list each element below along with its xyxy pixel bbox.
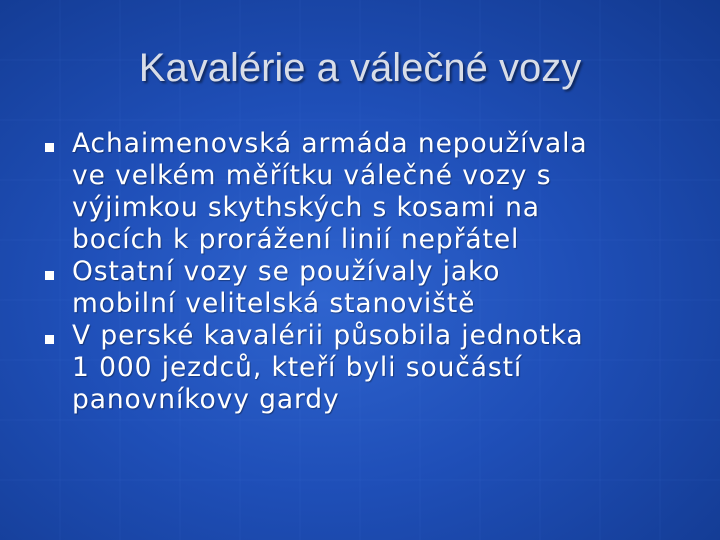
bullet-item xyxy=(40,128,680,256)
bullet-line: výjimkou skythských s kosami na xyxy=(72,192,540,223)
bullet-line: bocích k prorážení linií nepřátel xyxy=(72,224,520,255)
bullet-line: 1 000 jezdců, kteří byli součástí xyxy=(72,352,523,383)
bullet-line: panovníkovy gardy xyxy=(72,384,340,415)
bullet-line: mobilní velitelská stanoviště xyxy=(72,288,476,319)
bullet-line: Ostatní vozy se používaly jako xyxy=(72,256,501,287)
slide-title: Kavalérie a válečné vozy xyxy=(138,46,582,90)
bullet-line: Achaimenovská armáda nepoužívala xyxy=(72,128,588,159)
bullet-line: V perské kavalérii působila jednotka xyxy=(72,320,584,351)
square-bullet-icon xyxy=(45,335,54,344)
square-bullet-icon xyxy=(45,143,54,152)
bullet-line: ve velkém měřítku válečné vozy s xyxy=(72,160,552,191)
bullet-item xyxy=(40,320,680,416)
square-bullet-icon xyxy=(45,271,54,280)
bullet-list xyxy=(40,128,680,416)
bullet-item xyxy=(40,256,680,320)
